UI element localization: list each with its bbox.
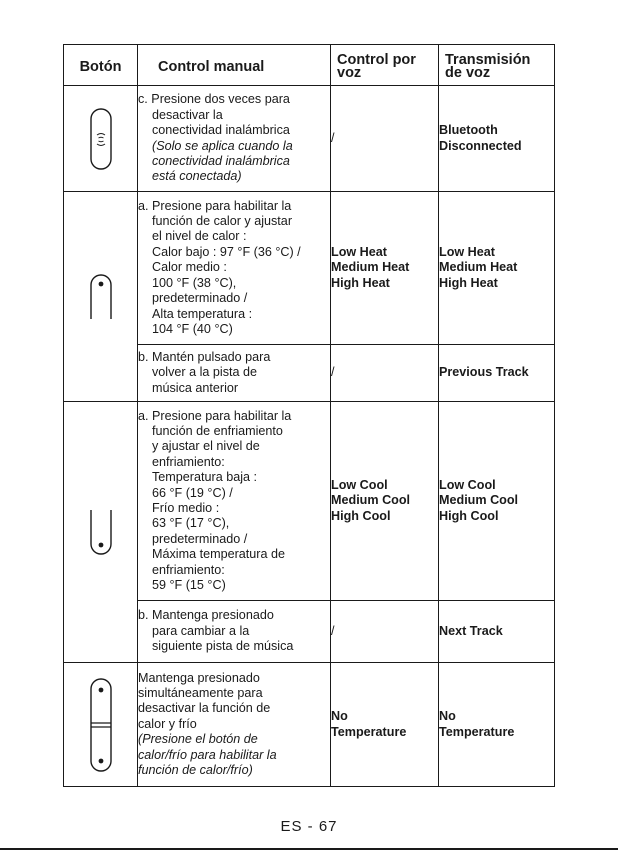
voice-control-cell: No Temperature bbox=[331, 663, 439, 787]
manual-control-cell: a. Presione para habilitar la función de enfriamiento y ajustar el nivel de enfriamiento: Temperatura baja : 66 °F (19 °C) / Frío medio : 63 °F (17 °C), predeterminado / Máxima temperatura de enfriamiento: 59 °F (15 °C) bbox=[138, 402, 331, 601]
voice-control-cell: / bbox=[331, 345, 439, 402]
voice-control-cell: / bbox=[331, 86, 439, 192]
voice-broadcast-cell: Low Heat Medium Heat High Heat bbox=[439, 192, 555, 345]
header-button: Botón bbox=[64, 45, 138, 86]
manual-control-cell: Mantenga presionado simultáneamente para desactivar la función de calor y frío (Presione el botón de calor/frío para habilitar la función de calor/frío) bbox=[138, 663, 331, 787]
voice-control-cell: Low Heat Medium Heat High Heat bbox=[331, 192, 439, 345]
table-row bbox=[64, 86, 555, 192]
voice-broadcast-cell: Low Cool Medium Cool High Cool bbox=[439, 402, 555, 601]
voice-control-cell: Low Cool Medium Cool High Cool bbox=[331, 402, 439, 601]
cool-button-icon bbox=[88, 508, 114, 556]
voice-broadcast-cell: Next Track bbox=[439, 601, 555, 663]
header-voice-control: Control por voz bbox=[331, 45, 439, 86]
manual-control-cell: c. Presione dos veces para desactivar la conectividad inalámbrica (Solo se aplica cuando la conectividad inalámbrica está conectada) bbox=[138, 86, 331, 192]
button-cell bbox=[64, 402, 138, 663]
button-control-table bbox=[63, 44, 555, 787]
voice-broadcast-cell: No Temperature bbox=[439, 663, 555, 787]
header-voice-broadcast: Transmisión de voz bbox=[439, 45, 555, 86]
voice-broadcast-cell: Bluetooth Disconnected bbox=[439, 86, 555, 192]
manual-control-cell: a. Presione para habilitar la función de calor y ajustar el nivel de calor : Calor bajo : 97 °F (36 °C) / Calor medio : 100 °F (38 °C), predeterminado / Alta temperatura : 104 °F (40 °C) bbox=[138, 192, 331, 345]
manual-control-cell: b. Mantenga presionado para cambiar a la siguiente pista de música bbox=[138, 601, 331, 663]
table-row bbox=[64, 345, 555, 402]
header-manual-control: Control manual bbox=[138, 45, 331, 86]
table-row bbox=[64, 663, 555, 787]
voice-control-cell: / bbox=[331, 601, 439, 663]
heat-cool-combined-button-icon bbox=[88, 677, 114, 773]
button-cell bbox=[64, 663, 138, 787]
table-row bbox=[64, 402, 555, 601]
button-cell bbox=[64, 86, 138, 192]
table-header-row bbox=[64, 45, 555, 86]
table-row bbox=[64, 192, 555, 345]
heat-button-icon bbox=[88, 273, 114, 321]
page-number: ES - 67 bbox=[280, 818, 338, 835]
button-cell bbox=[64, 192, 138, 402]
bottom-rule bbox=[0, 848, 618, 850]
manual-control-cell: b. Mantén pulsado para volver a la pista de música anterior bbox=[138, 345, 331, 402]
wireless-button-icon bbox=[88, 107, 114, 171]
table-row bbox=[64, 601, 555, 663]
voice-broadcast-cell: Previous Track bbox=[439, 345, 555, 402]
